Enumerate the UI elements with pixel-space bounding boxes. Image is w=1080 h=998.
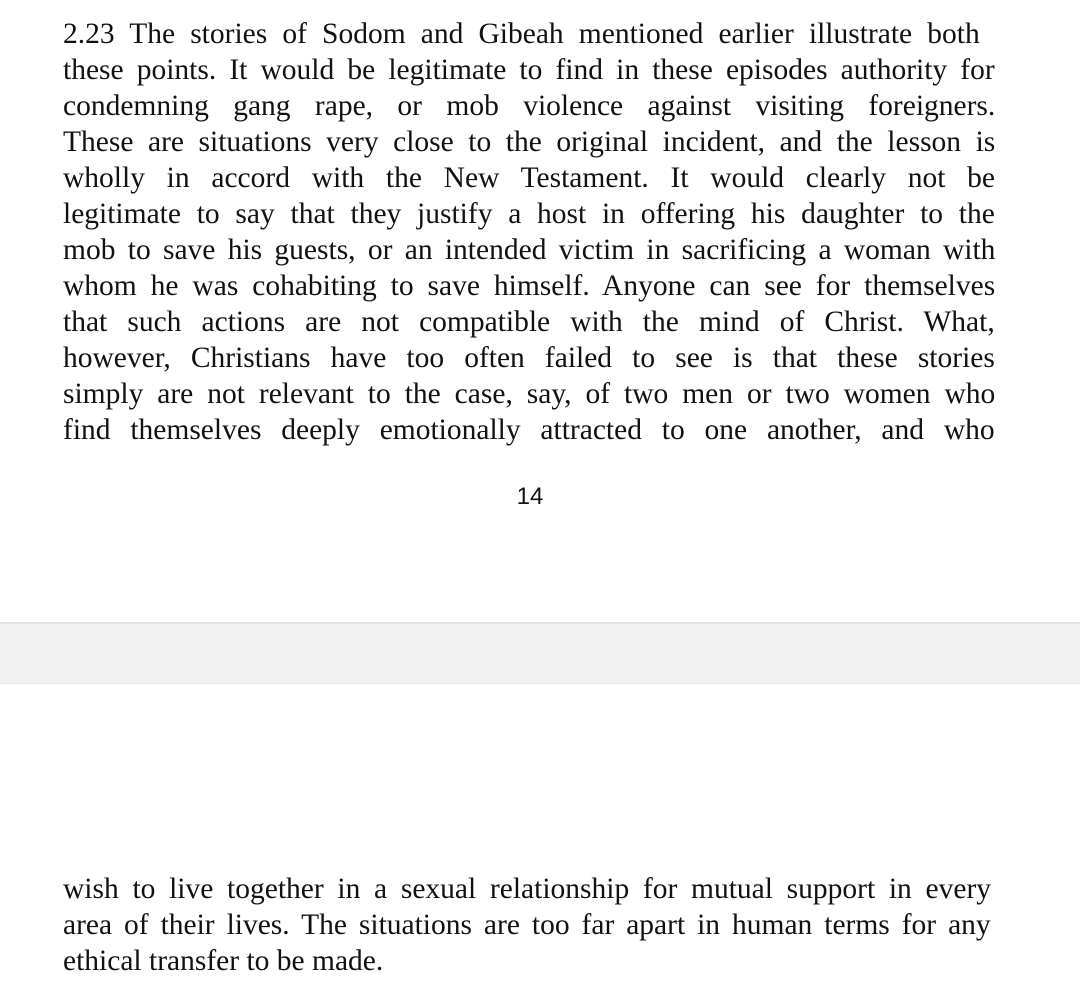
text-line: wholly in accord with the New Testament. It would clearly not be — [63, 162, 995, 194]
text-line: ethical transfer to be made. — [63, 945, 384, 977]
text-line: 2.23 The stories of Sodom and Gibeah mentioned earlier illustrate both — [63, 18, 980, 50]
text-line: wish to live together in a sexual relationship for mutual support in every — [63, 873, 991, 905]
text-line: that such actions are not compatible with the mind of Christ. What, — [63, 306, 995, 338]
page-number: 14 — [516, 483, 544, 510]
text-line: area of their lives. The situations are too far apart in human terms for any — [63, 909, 991, 941]
text-line: condemning gang rape, or mob violence against visiting foreigners. — [63, 90, 995, 122]
text-line: simply are not relevant to the case, say, of two men or two women who — [63, 378, 995, 410]
text-line: mob to save his guests, or an intended victim in sacrificing a woman with — [63, 234, 995, 266]
paragraph-2-23 — [63, 16, 995, 448]
text-line: find themselves deeply emotionally attracted to one another, and who — [63, 414, 995, 446]
paragraph-continuation — [63, 871, 991, 979]
text-line: These are situations very close to the original incident, and the lesson is — [63, 126, 995, 158]
text-line: however, Christians have too often failed to see is that these stories — [63, 342, 995, 374]
text-line: whom he was cohabiting to save himself. Anyone can see for themselves — [63, 270, 995, 302]
text-line: legitimate to say that they justify a host in offering his daughter to the — [63, 198, 995, 230]
document-page-bottom — [0, 684, 1080, 998]
page-separator — [0, 622, 1080, 684]
text-line: these points. It would be legitimate to find in these episodes authority for — [63, 54, 995, 86]
